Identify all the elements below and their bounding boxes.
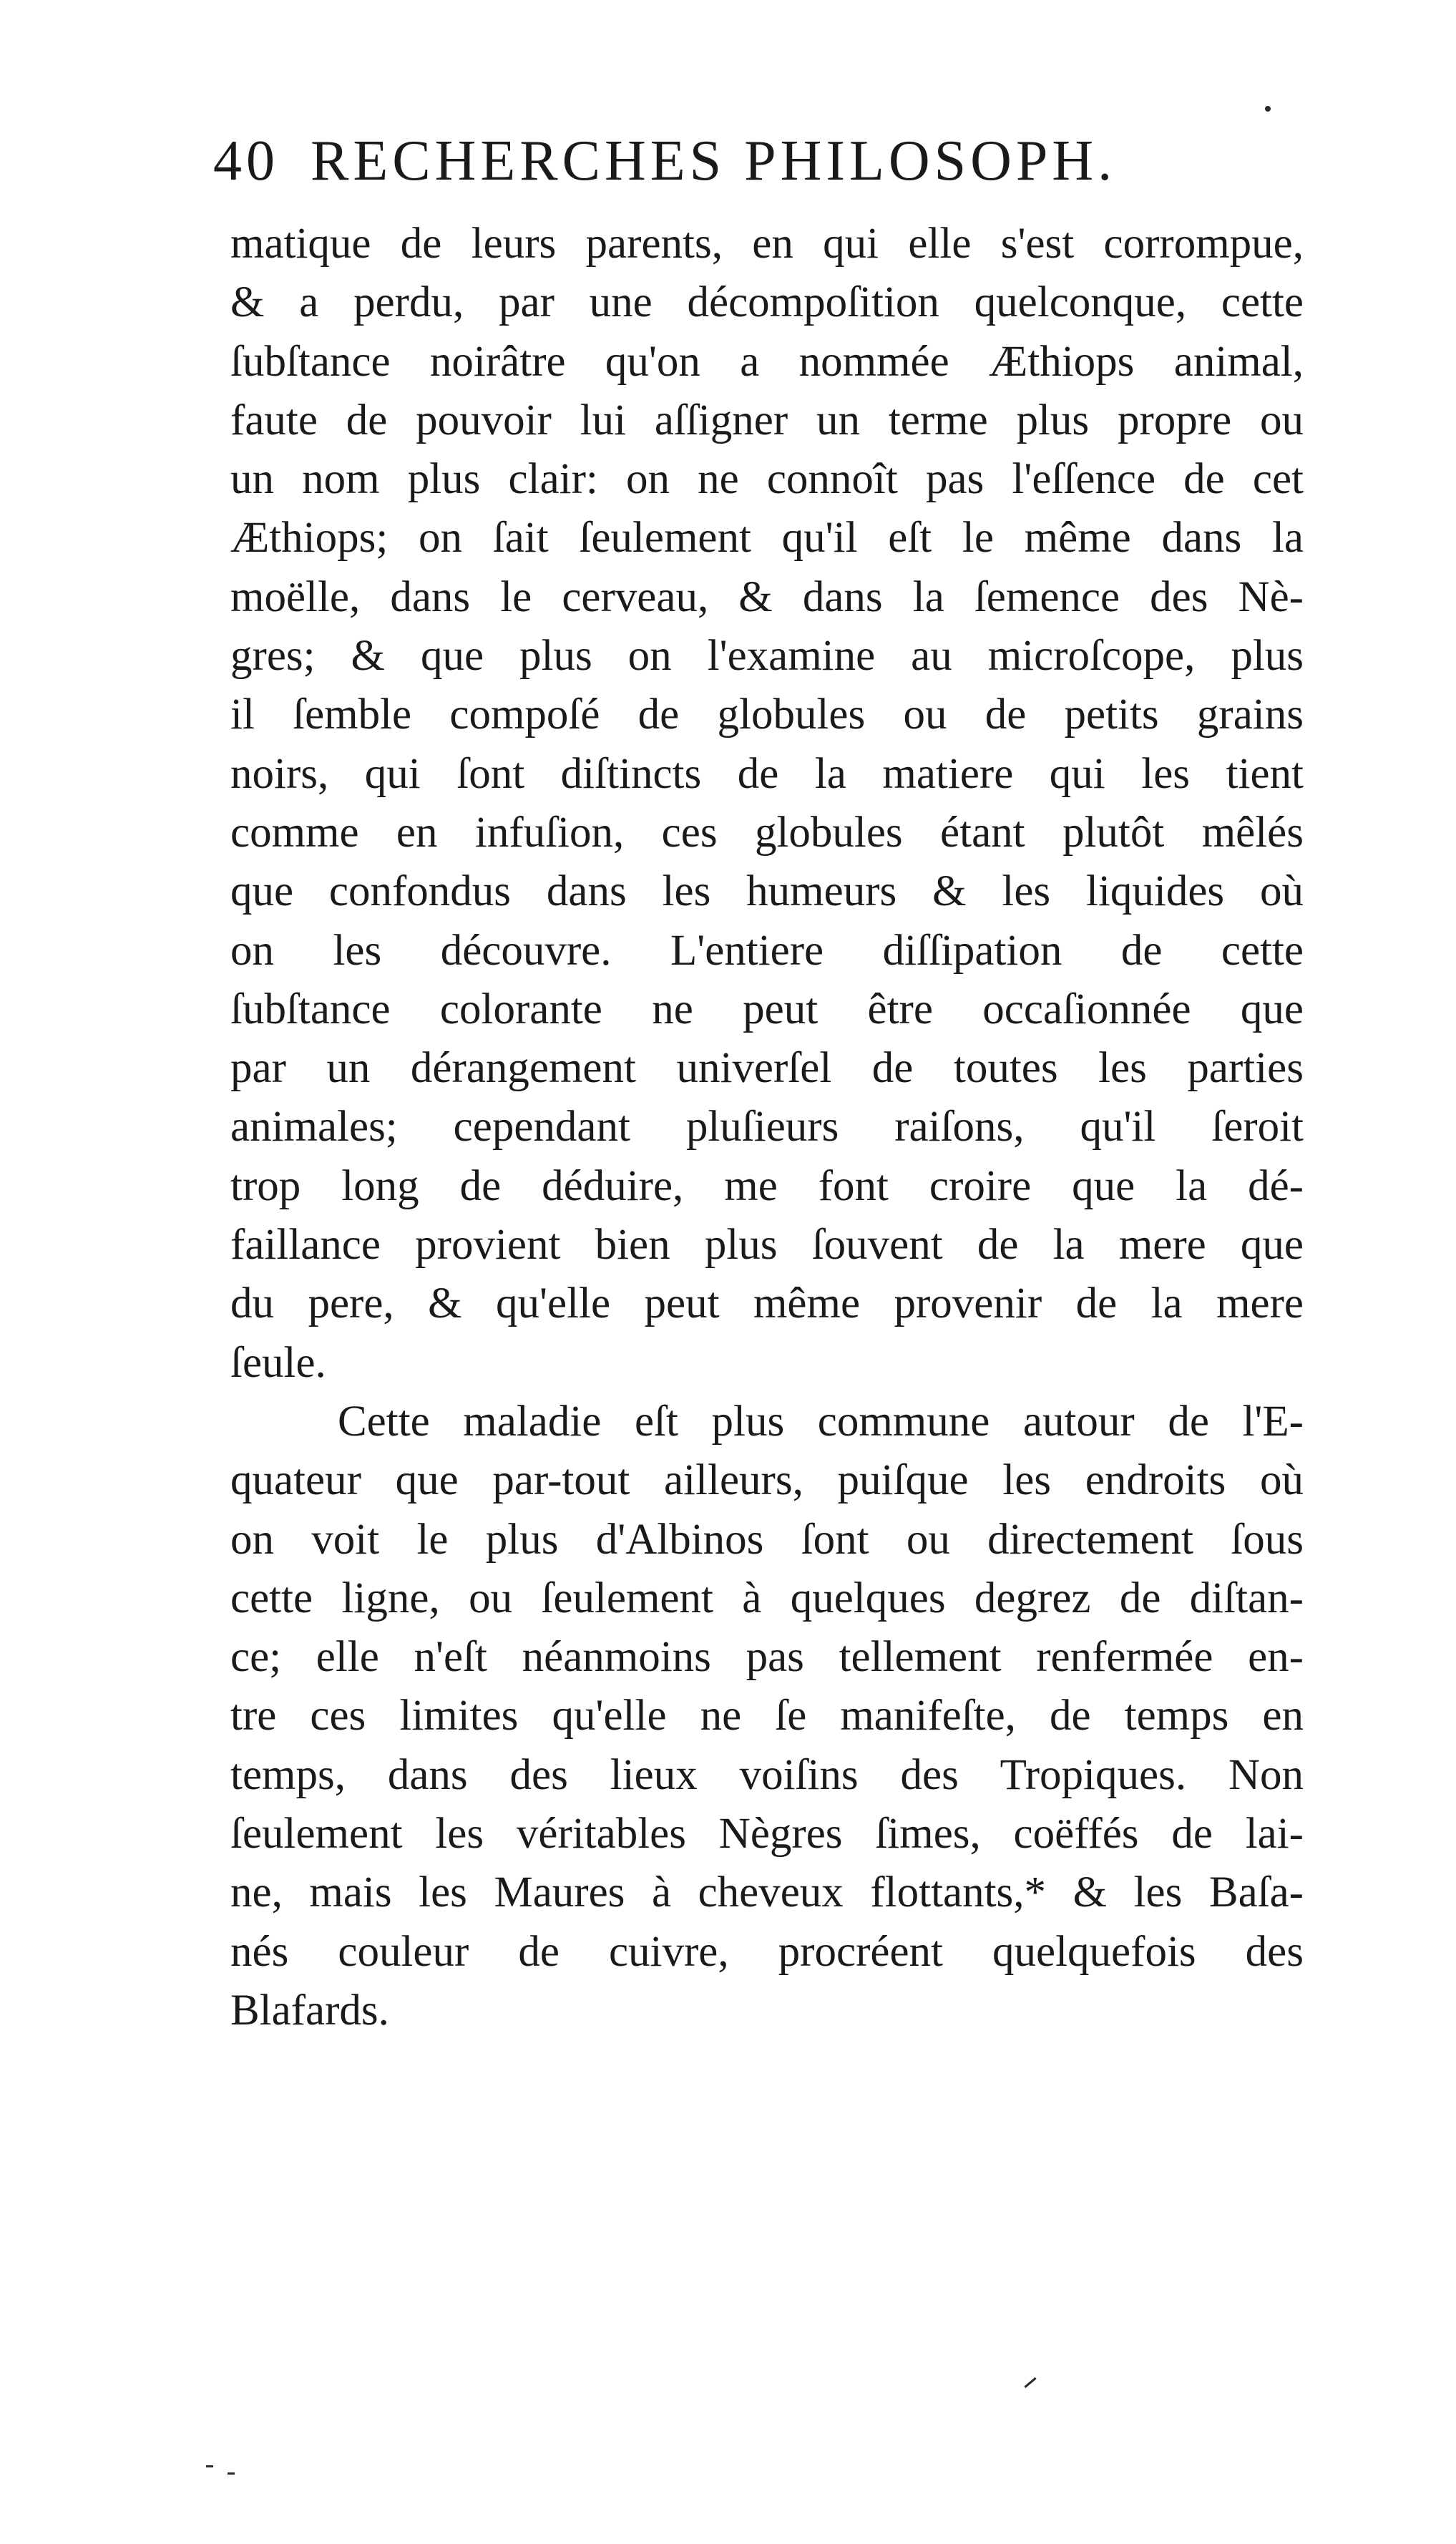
text-line: que confondus dans les humeurs & les liquides où [230, 867, 1304, 916]
body-text [230, 215, 1304, 2040]
text-line: quateur que par-tout ailleurs, puiſque les endroits où [230, 1456, 1304, 1505]
text-line: tre ces limites qu'elle ne ſe manifeſte, de temps en [230, 1692, 1304, 1740]
text-line: par un dérangement univerſel de toutes les parties [230, 1044, 1304, 1093]
running-title: RECHERCHES PHILOSOPH. [311, 130, 1117, 192]
text-line: Cette maladie eſt plus commune autour de l'E- [338, 1397, 1304, 1446]
text-line: un nom plus clair: on ne connoît pas l'eſſence de cet [230, 455, 1304, 504]
ink-speck [228, 2472, 235, 2475]
text-line: gres; & que plus on l'examine au microſcope, plus [230, 632, 1304, 681]
text-line: & a perdu, par une décompoſition quelconque, cette [230, 278, 1304, 327]
text-line: matique de leurs parents, en qui elle s'est corrompue, [230, 220, 1304, 268]
paragraph-2 [230, 1393, 1304, 2040]
text-line: ce; elle n'eſt néanmoins pas tellement renfermée en- [230, 1633, 1304, 1682]
text-line: faillance provient bien plus ſouvent de la mere que [230, 1221, 1304, 1269]
text-line: ſubſtance noirâtre qu'on a nommée Æthiops animal, [230, 337, 1304, 386]
text-line: Æthiops; on ſait ſeulement qu'il eſt le même dans la [230, 514, 1304, 562]
text-line: ſubſtance colorante ne peut être occaſionnée que [230, 985, 1304, 1033]
text-line: on les découvre. L'entiere diſſipation de cette [230, 926, 1304, 975]
text-line: il ſemble compoſé de globules ou de petits grains [230, 691, 1304, 739]
text-line: on voit le plus d'Albinos ſont ou directement ſous [230, 1515, 1304, 1564]
text-line: temps, dans des lieux voiſins des Tropiques. Non [230, 1750, 1304, 1799]
text-line: du pere, & qu'elle peut même provenir de la mere [230, 1280, 1304, 1328]
text-line: moëlle, dans le cerveau, & dans la ſemence des Nè- [230, 572, 1304, 621]
text-line: comme en infuſion, ces globules étant plutôt mêlés [230, 808, 1304, 857]
text-line: animales; cependant pluſieurs raiſons, qu'il ſeroit [230, 1103, 1304, 1151]
text-line: nés couleur de cuivre, procréent quelquefois des [230, 1927, 1304, 1976]
ink-speck [1024, 2377, 1036, 2388]
running-header [213, 122, 1315, 200]
text-line: ſeulement les véritables Nègres ſimes, coëffés de lai- [230, 1810, 1304, 1858]
ink-speck [206, 2465, 213, 2467]
text-line: cette ligne, ou ſeulement à quelques degrez de diſtan- [230, 1574, 1304, 1622]
text-line: ne, mais les Maures à cheveux flottants,* & les Baſa- [230, 1868, 1304, 1917]
paragraph-1 [230, 215, 1304, 1393]
text-line: Blafards. [230, 1986, 389, 2034]
ink-speck [1265, 106, 1271, 112]
text-line: faute de pouvoir lui aſſigner un terme plus propre ou [230, 396, 1304, 444]
text-line: trop long de déduire, me font croire que la dé- [230, 1161, 1304, 1210]
text-line: ſeule. [230, 1338, 326, 1387]
text-line: noirs, qui ſont diſtincts de la matiere qui les tient [230, 749, 1304, 798]
page-number: 40 [213, 130, 279, 192]
